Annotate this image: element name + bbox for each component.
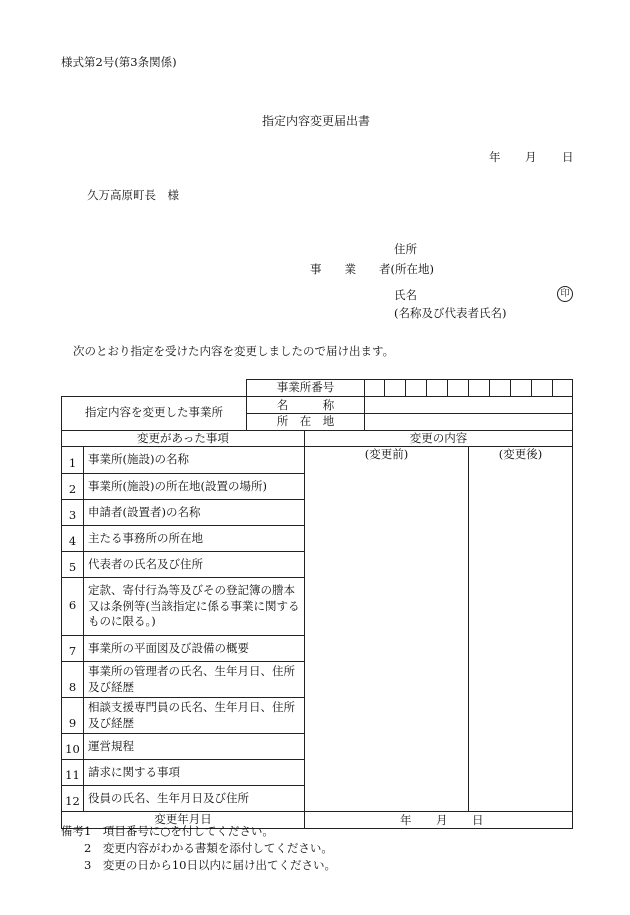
form-number: 様式第2号(第3条関係) [61,55,177,69]
office-number-cell[interactable] [365,380,385,397]
name-note: (名称及び代表者氏名) [394,306,507,320]
change-form-table [61,379,573,829]
office-number-cell[interactable] [406,380,427,397]
before-change-field[interactable] [305,447,469,812]
office-number-cell[interactable] [448,380,469,397]
change-date-month: 月 [436,813,448,828]
office-number-cell[interactable] [385,380,406,397]
note-2: 2 変更内容がわかる書類を添付してください。 [61,841,333,855]
business-operator-label: 事 業 者(所在地) [310,262,434,276]
item-number[interactable]: 12 [62,786,84,812]
item-number[interactable]: 4 [62,526,84,552]
change-date-day: 日 [472,813,484,828]
address-label: 住所 [394,242,417,256]
item-label: 事業所の管理者の氏名、生年月日、住所及び経歴 [84,662,305,698]
office-number-cell[interactable] [532,380,553,397]
seal-mark: 印 [557,286,573,302]
item-label: 代表者の氏名及び住所 [84,552,305,578]
office-number-cell[interactable] [511,380,532,397]
item-number[interactable]: 10 [62,734,84,760]
item-label: 請求に関する事項 [84,760,305,786]
statement: 次のとおり指定を受けた内容を変更しましたので届け出ます。 [73,344,395,358]
item-label: 役員の氏名、生年月日及び住所 [84,786,305,812]
office-location-field[interactable] [365,414,573,431]
item-number[interactable]: 11 [62,760,84,786]
changed-items-header: 変更があった事項 [62,430,305,447]
change-date-field[interactable] [305,812,573,829]
note-3: 3 変更の日から10日以内に届け出てください。 [61,858,336,872]
item-number[interactable]: 8 [62,662,84,698]
item-number[interactable]: 2 [62,474,84,500]
office-number-cell[interactable] [553,380,573,397]
item-label: 相談支援専門員の氏名、生年月日、住所及び経歴 [84,698,305,734]
document-title: 指定内容変更届出書 [262,114,371,128]
date-day-label: 日 [562,150,574,164]
changed-office-label: 指定内容を変更した事業所 [62,396,247,430]
item-number[interactable]: 5 [62,552,84,578]
before-change-label: (変更前) [364,447,409,462]
office-number-label: 事業所番号 [247,380,365,397]
item-label: 事業所(施設)の名称 [84,447,305,474]
addressee: 久万高原町長 様 [87,188,179,202]
after-change-field[interactable] [469,447,573,812]
item-number[interactable]: 7 [62,636,84,662]
date-month-label: 月 [525,150,537,164]
office-number-cell[interactable] [469,380,490,397]
change-date-year: 年 [400,813,412,828]
item-label: 事業所の平面図及び設備の概要 [84,636,305,662]
notes [61,823,336,874]
office-number-cell[interactable] [427,380,448,397]
item-number[interactable]: 9 [62,698,84,734]
after-change-label: (変更後) [498,447,543,462]
office-number-cell[interactable] [490,380,511,397]
office-name-field[interactable] [365,396,573,414]
office-location-label: 所 在 地 [247,414,365,431]
office-name-label: 名 称 [247,396,365,414]
change-date-label: 変更年月日 [62,812,305,829]
item-label: 申請者(設置者)の名称 [84,500,305,526]
item-number[interactable]: 6 [62,578,84,636]
change-content-header: 変更の内容 [305,430,573,447]
item-number[interactable]: 1 [62,447,84,474]
name-label: 氏名 [394,288,417,302]
item-number[interactable]: 3 [62,500,84,526]
item-label: 事業所(施設)の所在地(設置の場所) [84,474,305,500]
item-label: 主たる事務所の所在地 [84,526,305,552]
note-1: 備考1 項目番号に○を付してください。 [61,824,274,838]
item-label: 定款、寄付行為等及びその登記簿の謄本又は条例等(当該指定に係る事業に関するものに限る。) [84,578,305,636]
item-label: 運営規程 [84,734,305,760]
date-year-label: 年 [489,150,501,164]
